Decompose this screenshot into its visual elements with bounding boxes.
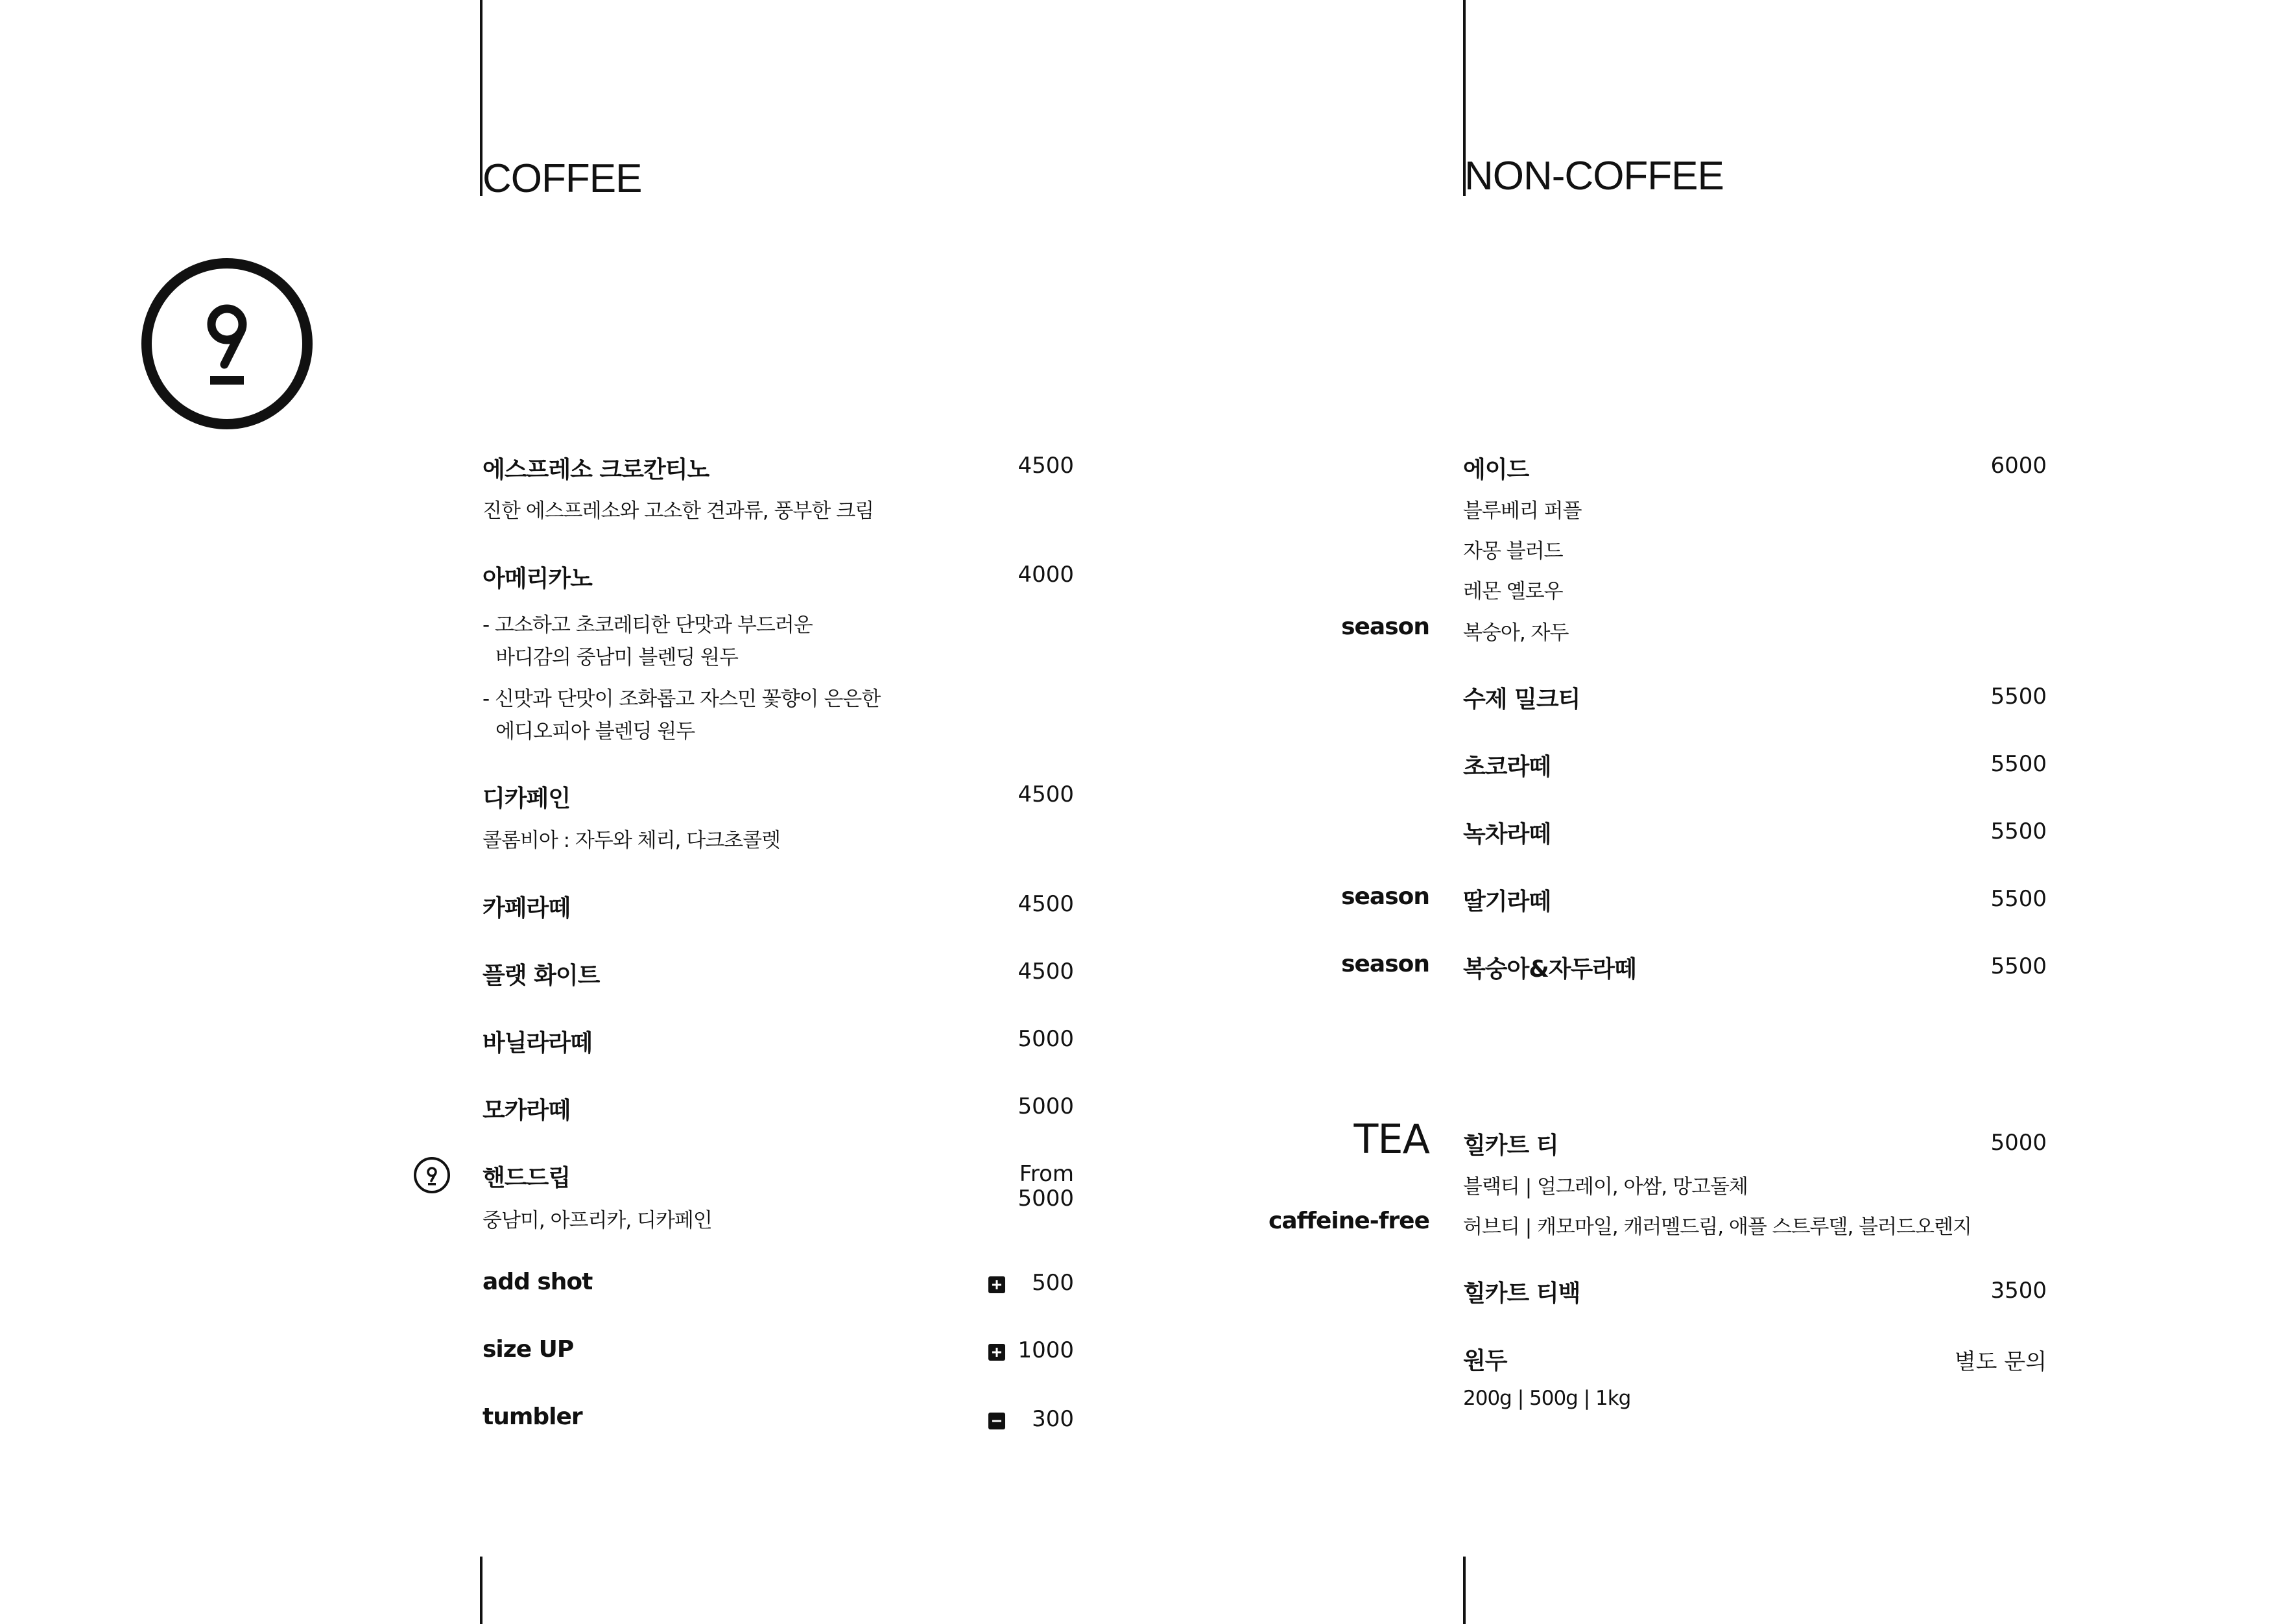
option-name: tumbler bbox=[482, 1403, 582, 1430]
menu-item-variant: 허브티 | 캐모마일, 캐러멜드림, 애플 스트루델, 블러드오렌지 bbox=[1463, 1215, 1971, 1239]
option-name: size UP bbox=[482, 1336, 574, 1363]
menu-item-price: 4000 bbox=[1018, 562, 1074, 588]
menu-item-price: 5000 bbox=[1018, 1186, 1074, 1212]
menu-item-name: 원두 bbox=[1463, 1348, 1507, 1374]
menu-item-price-from: From bbox=[1019, 1161, 1074, 1187]
menu-item-name: 딸기라떼 bbox=[1463, 889, 1551, 915]
menu-item-price: 4500 bbox=[1018, 453, 1074, 479]
menu-item-variant: 블루베리 퍼플 bbox=[1463, 499, 1582, 523]
menu-item-name: 플랫 화이트 bbox=[482, 962, 600, 989]
menu-item-desc: 진한 에스프레소와 고소한 견과류, 풍부한 크림 bbox=[482, 499, 874, 523]
menu-item-price: 5500 bbox=[1990, 684, 2047, 710]
menu-item-price: 5500 bbox=[1990, 818, 2047, 844]
menu-item-price: 5500 bbox=[1990, 751, 2047, 777]
menu-item-variant: 레몬 옐로우 bbox=[1463, 580, 1563, 603]
menu-item-name: 수제 밀크티 bbox=[1463, 686, 1580, 713]
coffee-bottom-rule bbox=[480, 1557, 482, 1624]
season-tag: season bbox=[1341, 883, 1429, 910]
menu-item-variant: 200g | 500g | 1kg bbox=[1463, 1387, 1631, 1410]
menu-item-name: 핸드드립 bbox=[482, 1165, 571, 1191]
option-price: 300 bbox=[1032, 1406, 1074, 1432]
menu-item-name: 녹차라떼 bbox=[1463, 821, 1551, 848]
menu-item-name: 바닐라라떼 bbox=[482, 1030, 592, 1057]
signature-mark-icon bbox=[412, 1156, 451, 1195]
menu-item-variant: 블랙티 | 얼그레이, 아쌈, 망고돌체 bbox=[1463, 1175, 1748, 1199]
menu-item-name: 에스프레소 크로칸티노 bbox=[482, 457, 709, 483]
menu-item-price: 별도 문의 bbox=[1954, 1349, 2047, 1375]
menu-item-price: 4500 bbox=[1018, 959, 1074, 985]
menu-item-price: 4500 bbox=[1018, 782, 1074, 807]
menu-item-price: 5000 bbox=[1990, 1130, 2047, 1156]
menu-item-price: 5500 bbox=[1990, 886, 2047, 912]
menu-item-name: 힐카트 티 bbox=[1463, 1132, 1558, 1159]
option-name: add shot bbox=[482, 1269, 593, 1295]
menu-item-price: 5000 bbox=[1018, 1026, 1074, 1052]
menu-item-desc: - 신맛과 단맛이 조화롭고 자스민 꽃향이 은은한 bbox=[482, 687, 881, 711]
caffeine-free-tag: caffeine-free bbox=[1269, 1208, 1429, 1234]
menu-item-name: 모카라떼 bbox=[482, 1097, 571, 1124]
noncoffee-section-title: NON-COFFEE bbox=[1464, 154, 1724, 198]
tea-label: TEA bbox=[1353, 1116, 1429, 1163]
coffee-section-title: COFFEE bbox=[482, 156, 642, 201]
menu-item-variant: 복숭아, 자두 bbox=[1463, 621, 1569, 645]
menu-item-desc: 중남미, 아프리카, 디카페인 bbox=[482, 1209, 712, 1232]
menu-item-name: 아메리카노 bbox=[482, 566, 592, 592]
option-price: 500 bbox=[1032, 1270, 1074, 1296]
menu-item-desc: - 고소하고 초코레티한 단맛과 부드러운 bbox=[482, 614, 813, 637]
noncoffee-bottom-rule bbox=[1463, 1557, 1466, 1624]
menu-item-price: 5000 bbox=[1018, 1093, 1074, 1119]
menu-item-price: 5500 bbox=[1990, 953, 2047, 979]
season-tag: season bbox=[1341, 614, 1429, 640]
menu-item-price: 6000 bbox=[1990, 453, 2047, 479]
menu-item-desc: 에디오피아 블렌딩 원두 bbox=[495, 720, 695, 743]
menu-item-name: 카페라떼 bbox=[482, 895, 571, 922]
brand-logo-icon bbox=[136, 253, 318, 435]
menu-item-price: 3500 bbox=[1990, 1278, 2047, 1304]
menu-item-desc: 콜롬비아 : 자두와 체리, 다크초콜렛 bbox=[482, 829, 780, 852]
menu-item-name: 힐카트 티백 bbox=[1463, 1280, 1580, 1307]
menu-item-name: 에이드 bbox=[1463, 457, 1529, 483]
menu-item-name: 초코라떼 bbox=[1463, 754, 1551, 780]
menu-item-name: 디카페인 bbox=[482, 785, 571, 812]
menu-item-price: 4500 bbox=[1018, 891, 1074, 917]
season-tag: season bbox=[1341, 951, 1429, 977]
option-price: 1000 bbox=[1018, 1337, 1074, 1363]
menu-item-variant: 자몽 블러드 bbox=[1463, 540, 1563, 563]
menu-item-name: 복숭아&자두라떼 bbox=[1463, 956, 1636, 983]
menu-item-desc: 바디감의 중남미 블렌딩 원두 bbox=[495, 646, 738, 669]
